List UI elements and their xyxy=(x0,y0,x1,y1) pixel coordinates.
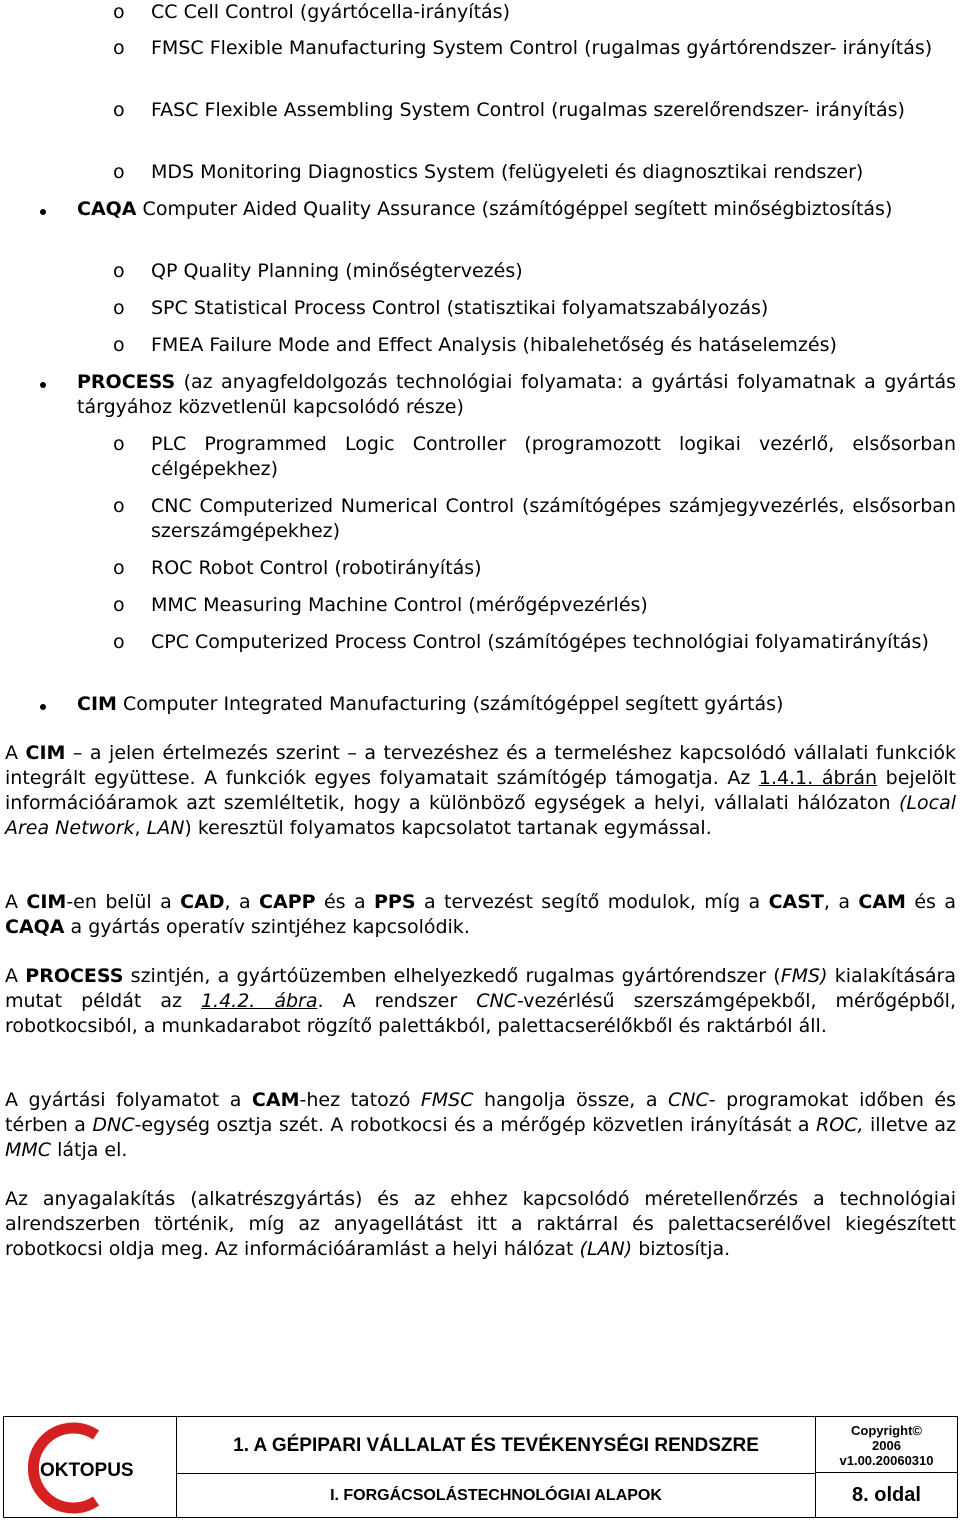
text-run: látja el. xyxy=(51,1139,128,1161)
text-run: A gyártási folyamatot a xyxy=(5,1089,252,1111)
term-bold: CAQA xyxy=(77,198,137,220)
list-item-text: CC Cell Control (gyártócella-irányítás) xyxy=(151,1,510,23)
text-run: biztosítja. xyxy=(632,1238,731,1260)
text-run: -egység osztja szét. A robotkocsi és a mérőgép közvetlen irányítását a xyxy=(134,1114,817,1136)
italic-term: FMS) xyxy=(780,965,828,987)
italic-term: (Local Area Network xyxy=(5,792,956,839)
list-item-text: FMEA Failure Mode and Effect Analysis (hibalehetőség és hatáselemzés) xyxy=(151,334,837,356)
list-item-text: ROC Robot Control (robotirányítás) xyxy=(151,557,482,579)
list-item-text: SPC Statistical Process Control (statisztikai folyamatszabályozás) xyxy=(151,297,769,319)
bold-term: PPS xyxy=(374,891,416,913)
list-item-text: FMSC Flexible Manufacturing System Control (rugalmas gyártórendszer- irányítás) xyxy=(151,37,933,59)
list-item xyxy=(114,36,956,61)
logo-text: OKTOPUS xyxy=(40,1460,134,1481)
list-marker: o xyxy=(113,495,125,517)
list-marker: o xyxy=(113,37,125,59)
text-run: -en belül a xyxy=(66,891,181,913)
bold-term: CAD xyxy=(180,891,225,913)
bold-term: CIM xyxy=(26,891,67,913)
text-run: -hez tatozó xyxy=(299,1089,421,1111)
list-item xyxy=(114,0,956,25)
paragraph-2 xyxy=(5,890,956,940)
copyright-label: Copyright© xyxy=(851,1423,922,1438)
chapter-title: 1. A GÉPIPARI VÁLLALAT ÉS TEVÉKENYSÉGI RENDSZRE xyxy=(177,1417,816,1474)
text-run: bejelölt információáramok azt szemléltetik, hogy a különböző egységek a helyi, vállalati hálózaton xyxy=(5,767,956,814)
section-title: I. FORGÁCSOLÁSTECHNOLÓGIAI ALAPOK xyxy=(177,1474,816,1517)
list-marker: o xyxy=(113,260,125,282)
italic-term: FMSC xyxy=(420,1089,474,1111)
list-item xyxy=(114,593,956,618)
bullet-text xyxy=(77,370,956,420)
italic-term: DNC xyxy=(92,1114,135,1136)
bold-term: CAQA xyxy=(5,916,65,938)
list-marker: o xyxy=(113,99,125,121)
bold-term: CAM xyxy=(858,891,906,913)
bullet-item-cim xyxy=(40,692,956,717)
text-run: Az anyagalakítás (alkatrészgyártás) és az ehhez kapcsolódó méretellenőrzés a technológiai alrendszerben történik, míg az anyagellátást itt a raktárral és palettacserélővel kiegészített robotkocsi oldja meg. Az információáramlást a helyi hálózat xyxy=(5,1188,956,1260)
list-marker: o xyxy=(113,557,125,579)
list-item xyxy=(114,296,956,321)
list-marker: o xyxy=(113,1,125,23)
text-run: A xyxy=(5,742,26,764)
list-marker: o xyxy=(113,433,125,455)
italic-term: CNC xyxy=(668,1089,709,1111)
bold-term: CIM xyxy=(25,742,66,764)
text-run: A xyxy=(5,965,26,987)
italic-term: MMC xyxy=(5,1139,52,1161)
text-run: - programokat időben és térben a xyxy=(5,1089,957,1136)
bullet-dot-icon xyxy=(40,382,46,388)
list-item-text: CNC Computerized Numerical Control (számítógépes számjegyvezérlés, elsősorban szerszámgépekhez) xyxy=(151,495,956,542)
bullet-item-caqa xyxy=(40,197,956,222)
text-run: -vezérlésű szerszámgépekből, mérőgépből, robotkocsiból, a munkadarabot rögzítő palettákból, palettacserélőkből és raktárból áll. xyxy=(5,990,956,1037)
text-run: és a xyxy=(315,891,374,913)
paragraph-1 xyxy=(5,741,956,841)
bold-term: CAM xyxy=(251,1089,300,1111)
italic-term: LAN xyxy=(146,817,185,839)
list-item xyxy=(114,630,956,655)
bold-term: PROCESS xyxy=(25,965,124,987)
bullet-item-process xyxy=(40,370,956,420)
list-item-text: QP Quality Planning (minőségtervezés) xyxy=(151,260,523,282)
list-item-text: MMC Measuring Machine Control (mérőgépvezérlés) xyxy=(151,594,648,616)
italic-term: ROC, xyxy=(816,1114,864,1136)
list-item-text: PLC Programmed Logic Controller (programozott logikai vezérlő, elsősorban célgépekhez) xyxy=(151,433,956,480)
list-marker: o xyxy=(113,594,125,616)
text-run: és a xyxy=(905,891,956,913)
text-run: – a jelen értelmezés szerint – a tervezéshez és a termeléshez kapcsolódó vállalati funkciók integrált együttese. A funkciók egyes folyamatait számítógép támogatja. Az xyxy=(5,742,956,789)
list-item-text: CPC Computerized Process Control (számítógépes technológiai folyamatirányítás) xyxy=(151,631,929,653)
bullet-text xyxy=(77,197,956,222)
oktopus-logo xyxy=(4,1417,177,1517)
text-run: kialakítására mutat példát az xyxy=(5,965,956,1012)
copyright-year: 2006 xyxy=(872,1438,901,1453)
bullet-text xyxy=(77,692,956,717)
text-run: , a xyxy=(823,891,859,913)
paragraph-4 xyxy=(5,1088,956,1163)
term-description: (az anyagfeldolgozás technológiai folyamata: a gyártási folyamatnak a gyártás tárgyához közvetlenül kapcsolódó része) xyxy=(77,371,956,418)
list-item-text: FASC Flexible Assembling System Control (rugalmas szerelőrendszer- irányítás) xyxy=(151,99,905,121)
list-item xyxy=(114,494,956,544)
list-item-text: MDS Monitoring Diagnostics System (felügyeleti és diagnosztikai rendszer) xyxy=(151,161,864,183)
text-run: szintjén, a gyártóüzemben elhelyezkedő rugalmas gyártórendszer ( xyxy=(123,965,781,987)
bullet-dot-icon xyxy=(40,704,46,710)
text-run: ) keresztül folyamatos kapcsolatot tartanak egymással. xyxy=(184,817,712,839)
italic-term: (LAN) xyxy=(579,1238,633,1260)
page-footer xyxy=(3,1416,958,1518)
list-item xyxy=(114,432,956,482)
bold-term: CAPP xyxy=(259,891,316,913)
figure-link[interactable]: 1.4.2. ábra xyxy=(200,990,318,1012)
text-run: illetve az xyxy=(863,1114,957,1136)
list-marker: o xyxy=(113,334,125,356)
text-run: hangolja össze, a xyxy=(473,1089,668,1111)
page-number: 8. oldal xyxy=(852,1484,921,1506)
figure-link[interactable]: 1.4.1. ábrán xyxy=(758,767,878,789)
text-run: a gyártás operatív szintjéhez kapcsolódik. xyxy=(64,916,470,938)
list-item xyxy=(114,259,956,284)
text-run: , a xyxy=(224,891,260,913)
list-marker: o xyxy=(113,297,125,319)
list-item xyxy=(114,333,956,358)
list-item xyxy=(114,556,956,581)
term-bold: PROCESS xyxy=(77,371,176,393)
bullet-dot-icon xyxy=(40,209,46,215)
bold-term: CAST xyxy=(768,891,824,913)
text-run: , xyxy=(134,817,147,839)
text-run: . A rendszer xyxy=(317,990,477,1012)
list-item xyxy=(114,98,956,123)
term-description: Computer Aided Quality Assurance (számítógéppel segített minőségbiztosítás) xyxy=(136,198,893,220)
copyright-block xyxy=(816,1417,957,1473)
list-marker: o xyxy=(113,631,125,653)
term-bold: CIM xyxy=(77,693,117,715)
paragraph-5 xyxy=(5,1187,956,1262)
list-item xyxy=(114,160,956,185)
paragraph-3 xyxy=(5,964,956,1039)
italic-term: CNC xyxy=(476,990,517,1012)
version-label: v1.00.20060310 xyxy=(839,1453,934,1468)
text-run: A xyxy=(5,891,27,913)
term-description: Computer Integrated Manufacturing (számítógéppel segített gyártás) xyxy=(116,693,784,715)
text-run: a tervezést segítő modulok, míg a xyxy=(415,891,769,913)
list-marker: o xyxy=(113,161,125,183)
